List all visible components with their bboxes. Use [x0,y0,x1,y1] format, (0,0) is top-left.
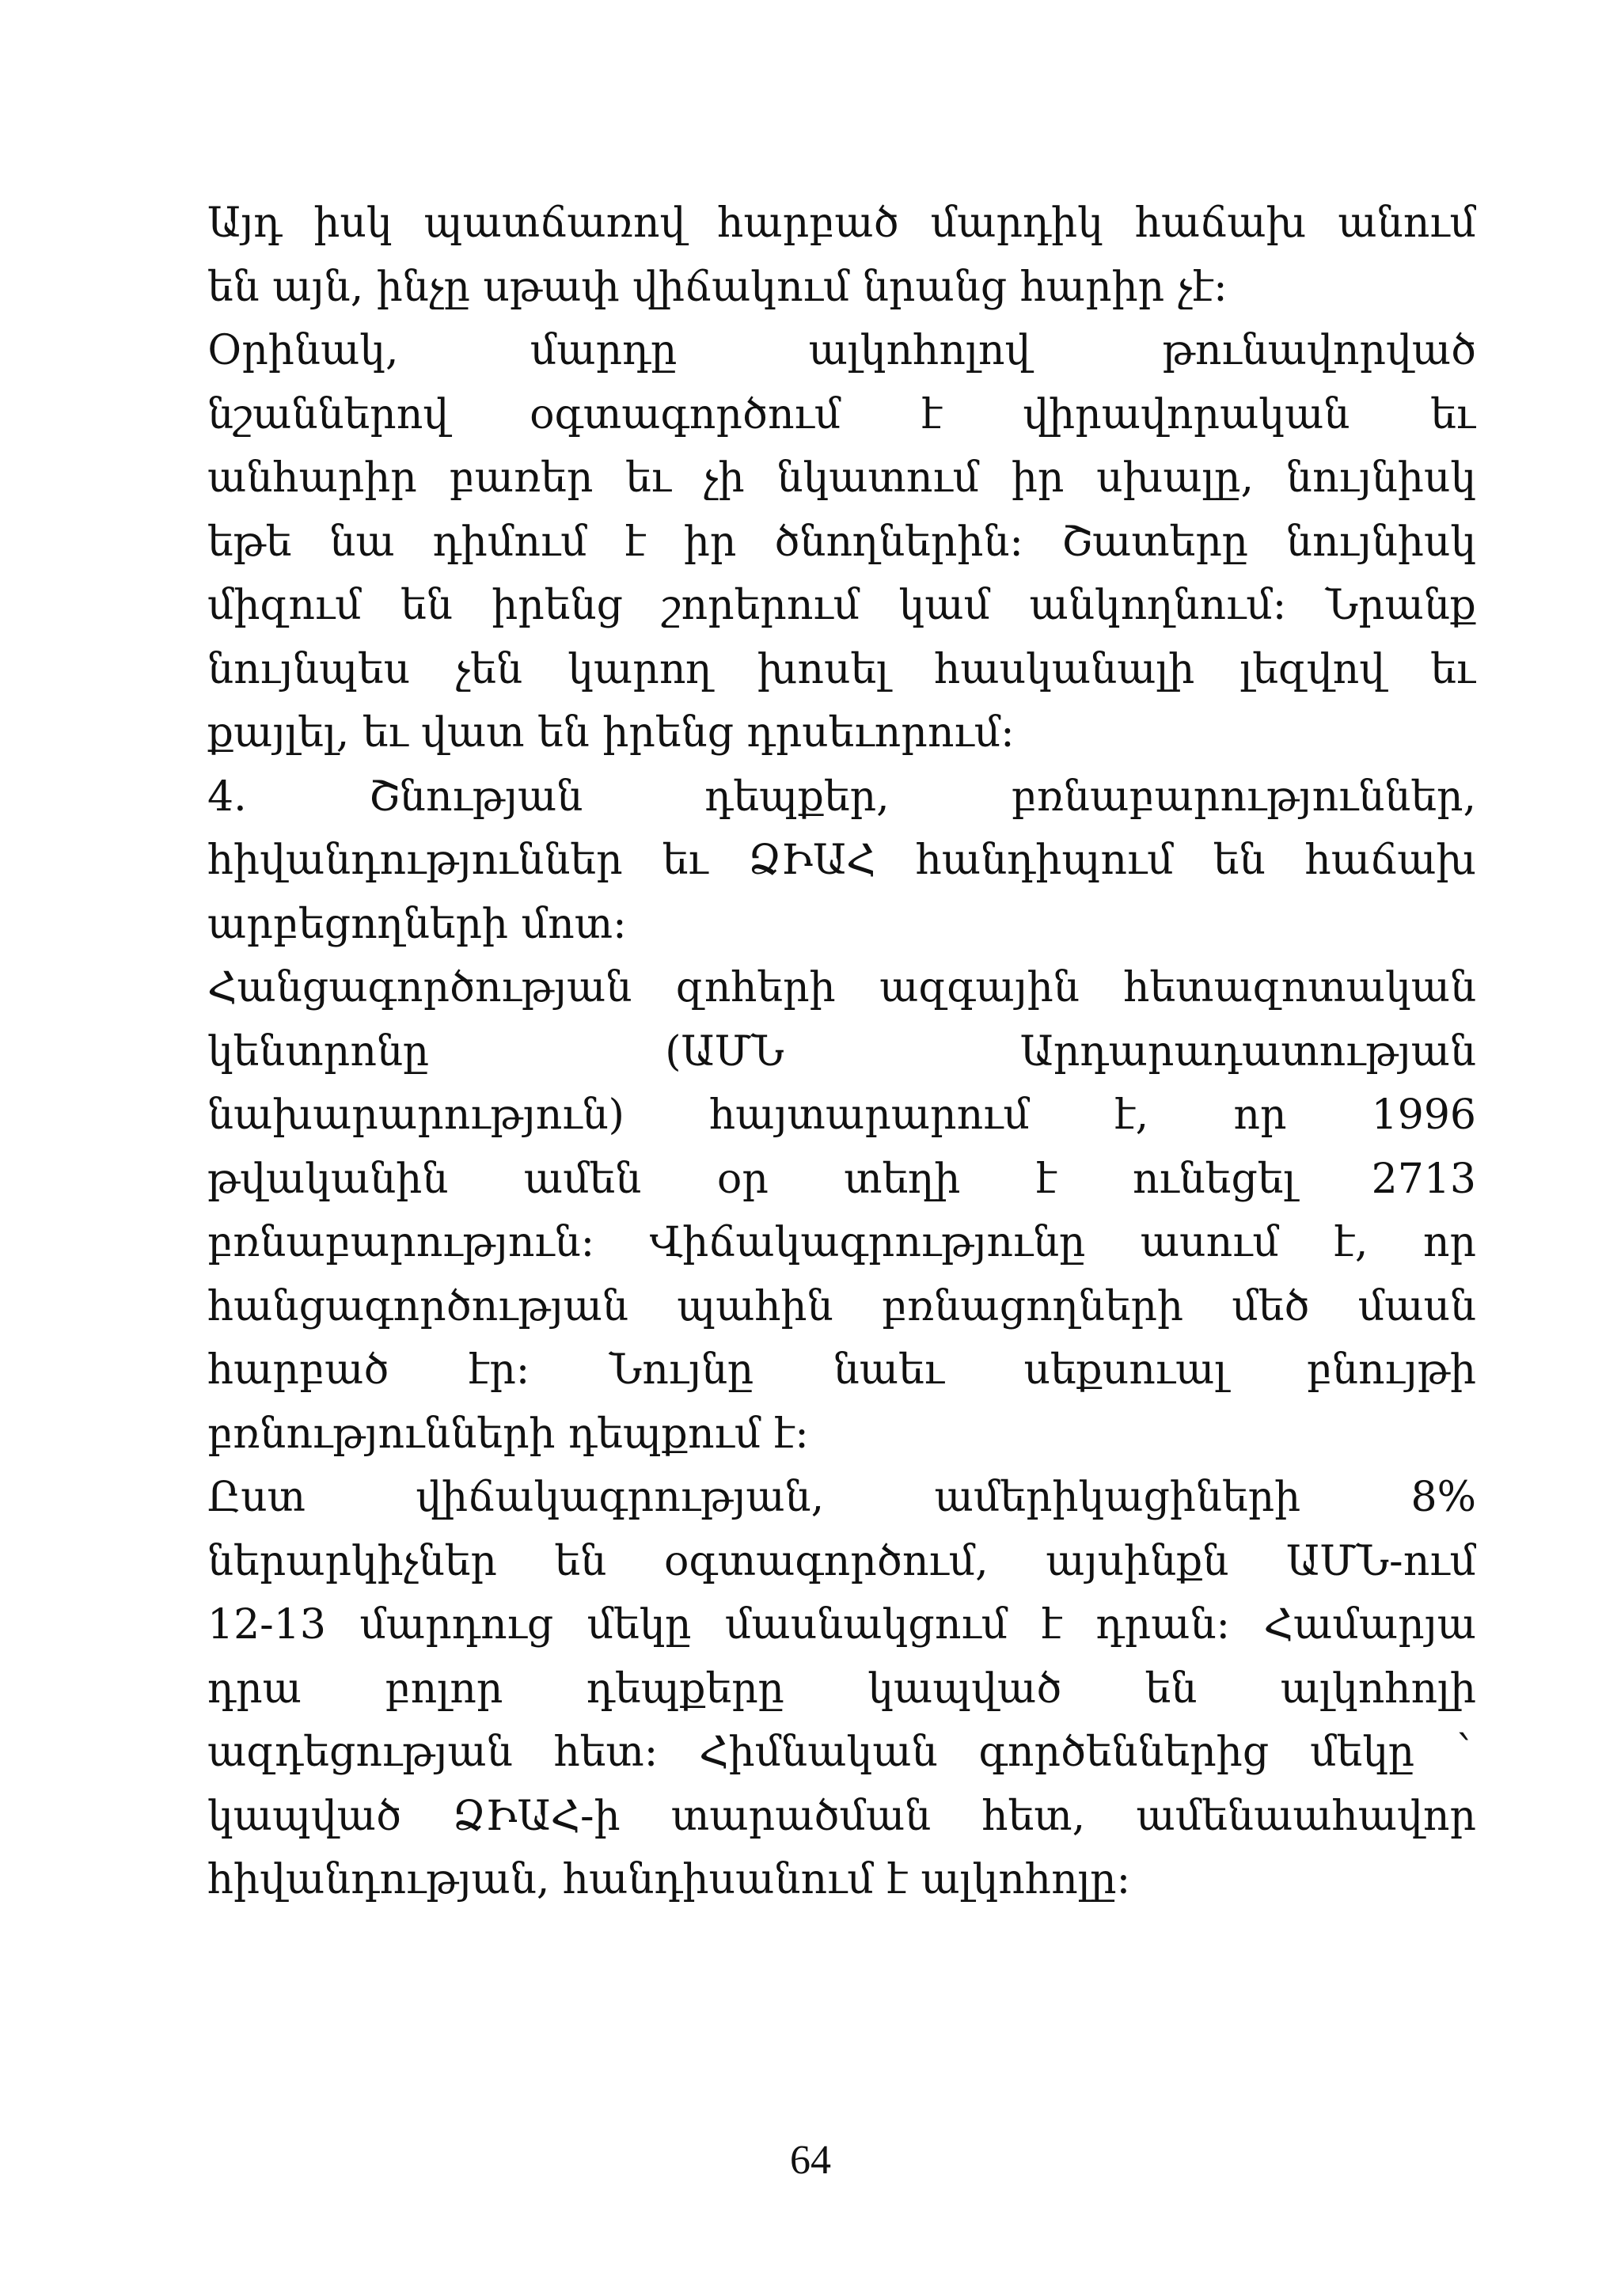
text-line: Հանցագործության զոհերի ազգային հետազոտական [207,964,1476,1011]
text-line: են այն, ինչը սթափ վիճակում նրանց հարիր չէ: [207,263,1228,311]
text-line: քայլել, եւ վատ են իրենց դրսեւորում: [207,709,1015,757]
paragraph [207,1466,1476,1912]
text-line: հիվանդության, հանդիսանում է ալկոհոլը: [207,1856,1131,1903]
text-line: 12-13 մարդուց մեկը մասնակցում է դրան: Համարյա [207,1601,1476,1649]
text-line: միզում են իրենց շորերում կամ անկողնում: Նրանք [207,582,1476,629]
text-line: դրա բոլոր դեպքերը կապված են ալկոհոլի [207,1664,1476,1713]
text-line: նախարարություն) հայտարարում է, որ 1996 [207,1091,1476,1139]
text-line: Ըստ վիճակագրության, ամերիկացիների 8% [207,1474,1476,1521]
text-line: անհարիր բառեր եւ չի նկատում իր սխալը, նույնիսկ [207,454,1476,502]
text-line: հիվանդություններ եւ ՁԻԱՀ հանդիպում են հաճախ [207,837,1476,884]
text-line: հարբած էր: Նույնը նաեւ սեքսուալ բնույթի [207,1346,1476,1394]
text-line: եթե նա դիմում է իր ծնողներին: Շատերը նույնիսկ [207,518,1476,566]
text-line: նույնպես չեն կարող խոսել հասկանալի լեզվով եւ [207,645,1476,693]
text-line: թվականին ամեն օր տեղի է ունեցել 2713 [207,1155,1476,1203]
page-number: 64 [790,2138,831,2183]
text-line: բռնությունների դեպքում է: [207,1410,809,1458]
text-line: ազդեցության հետ: Հիմնական գործեններից մեկը ` [207,1729,1476,1776]
text-line: 4. Շնության դեպքեր, բռնաբարություններ, [207,772,1476,821]
text-line: նշաններով օգտագործում է վիրավորական եւ [207,390,1476,438]
paragraph [207,319,1476,765]
text-line: Օրինակ, մարդը ալկոհոլով թունավորված [207,327,1476,374]
text-line: արբեցողների մոտ: [207,900,627,948]
text-line: կենտրոնը (ԱՄՆ Արդարադատության [207,1027,1476,1076]
paragraph [207,956,1476,1466]
text-line: բռնաբարություն: Վիճակագրությունը ասում է, որ [207,1219,1476,1266]
text-line: կապված ՁԻԱՀ-ի տարածման հետ, ամենաահավոր [207,1792,1476,1840]
paragraph [207,192,1476,319]
text-line: ներարկիչներ են օգտագործում, այսինքն ԱՄՆ-ում [207,1537,1476,1585]
paragraph [207,765,1476,957]
text-line: հանցագործության պահին բռնացողների մեծ մասն [207,1282,1476,1330]
text-line: Այդ իսկ պատճառով հարբած մարդիկ հաճախ անում [207,199,1476,247]
body-text [207,192,1476,1912]
